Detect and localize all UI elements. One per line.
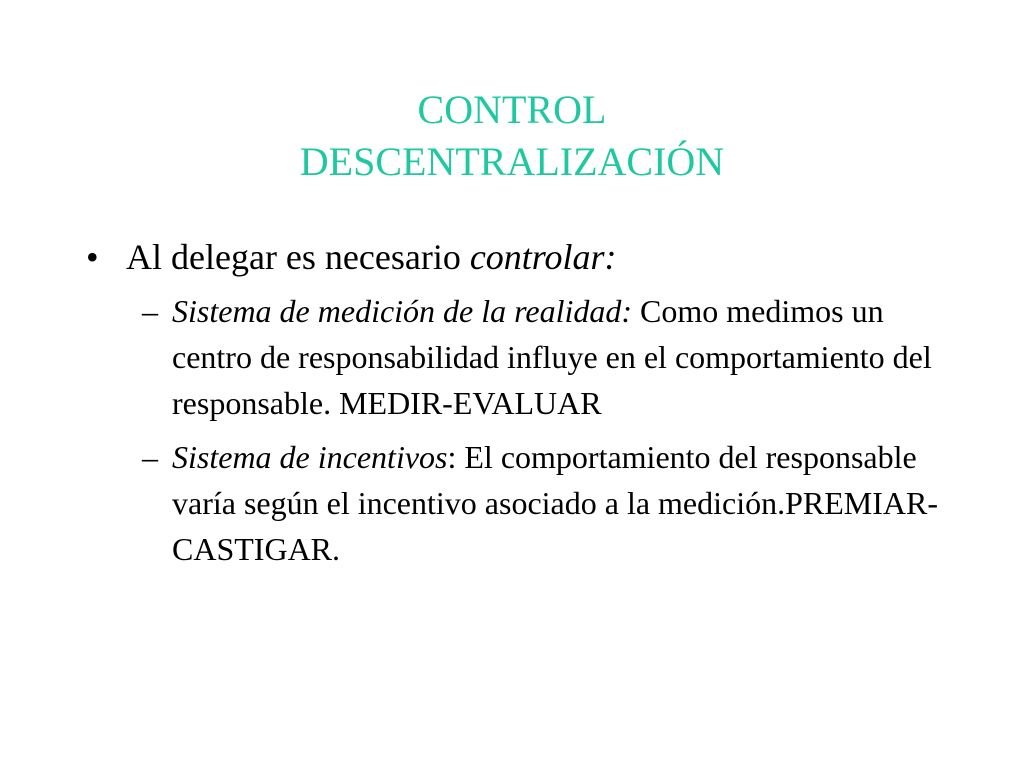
bullet-emphasis: controlar: — [469, 237, 617, 277]
slide-title — [0, 84, 1024, 188]
bullet-item — [86, 232, 956, 282]
sub-item-incentives — [142, 434, 942, 572]
sub-item-measurement — [142, 288, 942, 426]
sub-item-dash: – — [142, 439, 158, 475]
sub-item-dash: – — [142, 293, 158, 329]
slide-body — [86, 232, 956, 572]
sub-item-text: Como medimos un centro de responsabilidad influye en el comportamiento del responsable. MEDIR-EVALUAR — [172, 293, 932, 421]
sub-item-emphasis: Sistema de incentivos — [172, 439, 448, 475]
title-line-2: DESCENTRALIZACIÓN — [299, 139, 725, 184]
sub-item-text: : El comportamiento del responsable varía según el incentivo asociado a la medición.PREMIAR-CASTIGAR. — [172, 439, 939, 567]
bullet-text: Al delegar es necesario — [126, 237, 470, 277]
bullet-marker: • — [86, 237, 99, 277]
title-line-1: CONTROL — [417, 87, 607, 132]
sub-item-emphasis: Sistema de medición de la realidad: — [172, 293, 633, 329]
